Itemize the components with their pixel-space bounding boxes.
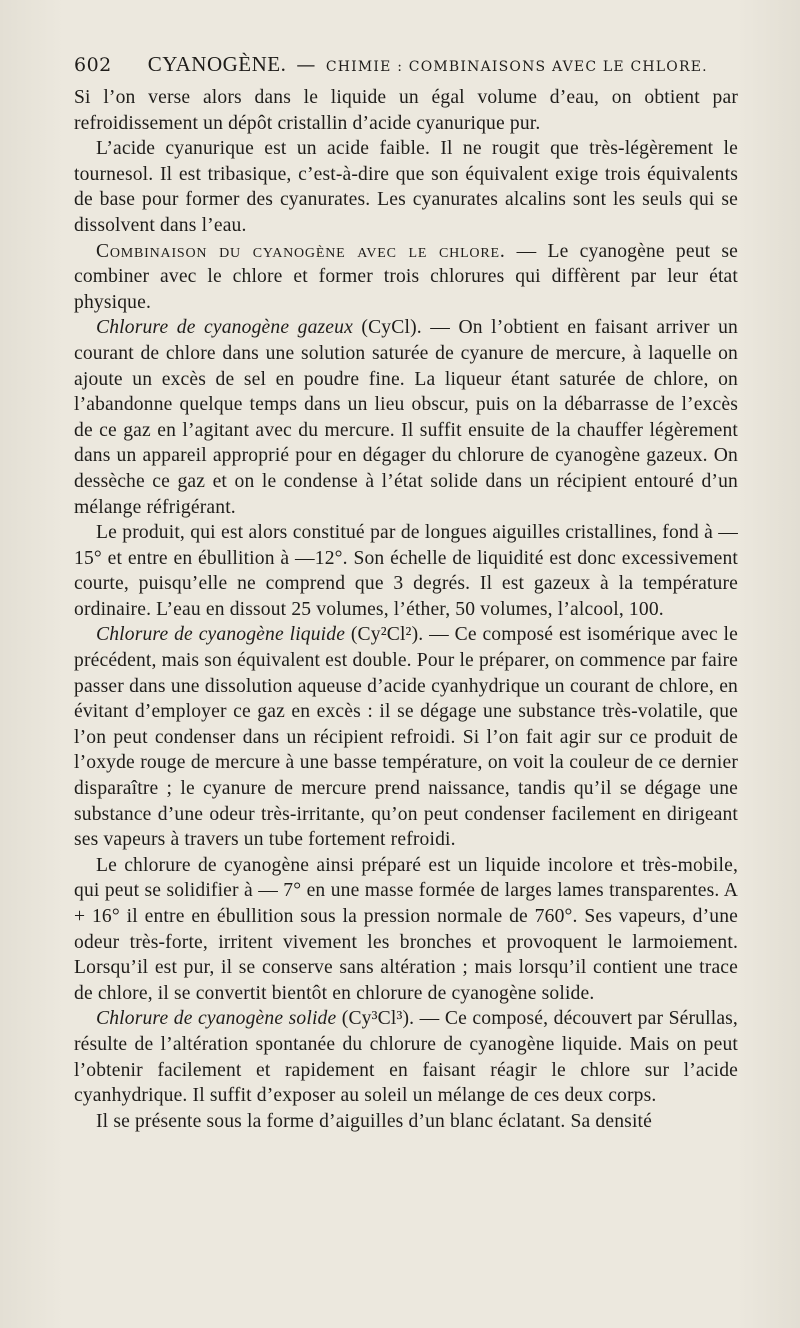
running-header bbox=[74, 52, 738, 77]
paragraph-6 bbox=[74, 622, 738, 852]
heading-chlorure-solide: Chlorure de cyanogène solide bbox=[96, 1008, 337, 1030]
heading-chlorure-liquide: Chlorure de cyanogène liquide bbox=[96, 624, 346, 646]
section-subtitle: CHIMIE : COMBINAISONS AVEC LE CHLORE. bbox=[325, 59, 708, 75]
paragraph-1: Si l’on verse alors dans le liquide un égal volume d’eau, on obtient par refroidissement un dépôt cristallin d’acide cyanurique pur. bbox=[74, 87, 738, 134]
body-text bbox=[74, 85, 738, 1134]
page-number: 602 bbox=[74, 54, 112, 76]
paragraph-4-text: (CyCl). — On l’obtient en faisant arriver un courant de chlore dans une solution saturée de cyanure de mercure, à laquelle on ajoute un excès de sel en poudre fine. La liqueur étant saturée de chlore, on l’abandonne quelque temps dans un lieu obscur, puis on la débarrasse de l’excès de ce gaz en l’agitant avec du mercure. Il suffit ensuite de la chauffer légèrement dans un appareil approprié pour en dégager du chlorure de cyanogène gazeux. On dessèche ce gaz et on le condense à l’état solide dans un récipient entouré d’un mélange réfrigérant. bbox=[74, 317, 738, 518]
paragraph-3 bbox=[74, 239, 738, 316]
paragraph-7: Le chlorure de cyanogène ainsi préparé est un liquide incolore et très-mobile, qui peut se solidifier à — 7° en une masse formée de larges lames transparentes. A + 16° il entre en ébullition sous la pression normale de 760°. Ses vapeurs, d’une odeur très-forte, irritent vivement les bronches et provoquent le larmoiement. Lorsqu’il est pur, il se conserve sans altération ; mais lorsqu’il contient une trace de chlore, il se convertit bientôt en chlorure de cyanogène solide. bbox=[74, 854, 738, 1004]
paragraph-6-text: (Cy²Cl²). — Ce composé est isomérique avec le précédent, mais son équivalent est double. Pour le préparer, on commence par faire passer dans une dissolution aqueuse d’acide cyanhydrique un courant de chlore, en évitant d’employer ce gaz en excès : il se dégage une substance très-volatile, que l’on peut condenser dans un récipient refroidi. Si l’on fait agir sur ce produit de l’oxyde rouge de mercure à une basse température, on voit la couleur de ce dernier disparaître ; le cyanure de mercure prend naissance, tandis qu’il se dégage une substance d’une odeur très-irritante, qu’on peut condenser facilement en dirigeant ses vapeurs à travers un tube fortement refroidi. bbox=[74, 624, 739, 851]
paragraph-8-text: (Cy³Cl³). — Ce composé, découvert par Sérullas, résulte de l’altération spontanée du chlorure de cyanogène liquide. Mais on peut l’obtenir facilement et rapidement en faisant réagir le chlore sur l’acide cyanhydrique. Il suffit d’exposer au soleil un mélange de ces deux corps. bbox=[74, 1008, 738, 1107]
paragraph-8 bbox=[74, 1006, 738, 1108]
paragraph-2: L’acide cyanurique est un acide faible. Il ne rougit que très-légèrement le tournesol. Il est tribasique, c’est-à-dire que son équivalent exige trois équivalents de base pour former des cyanurates. Les cyanurates alcalins sont les seuls qui se dissolvent dans l’eau. bbox=[74, 138, 738, 236]
paragraph-4 bbox=[74, 315, 738, 520]
paragraph-9: Il se présente sous la forme d’aiguilles d’un blanc éclatant. Sa densité bbox=[96, 1110, 652, 1132]
heading-chlorure-gazeux: Chlorure de cyanogène gazeux bbox=[96, 317, 353, 339]
paragraph-5: Le produit, qui est alors constitué par de longues aiguilles cristallines, fond à —15° et entre en ébullition à —12°. Son échelle de liquidité est donc excessivement courte, puisqu’elle ne comprend que 3 degrés. Il est gazeux à la température ordinaire. L’eau en dissout 25 volumes, l’éther, 50 volumes, l’alcool, 100. bbox=[74, 522, 738, 620]
paragraph-3-text: — Le cyanogène peut se combiner avec le chlore et former trois chlorures qui diffèrent par leur état physique. bbox=[74, 240, 738, 313]
section-heading-chlore: Combinaison du cyanogène avec le chlore. bbox=[96, 240, 506, 262]
header-separator: — bbox=[296, 54, 316, 76]
chapter-title: CYANOGÈNE. bbox=[147, 52, 287, 76]
